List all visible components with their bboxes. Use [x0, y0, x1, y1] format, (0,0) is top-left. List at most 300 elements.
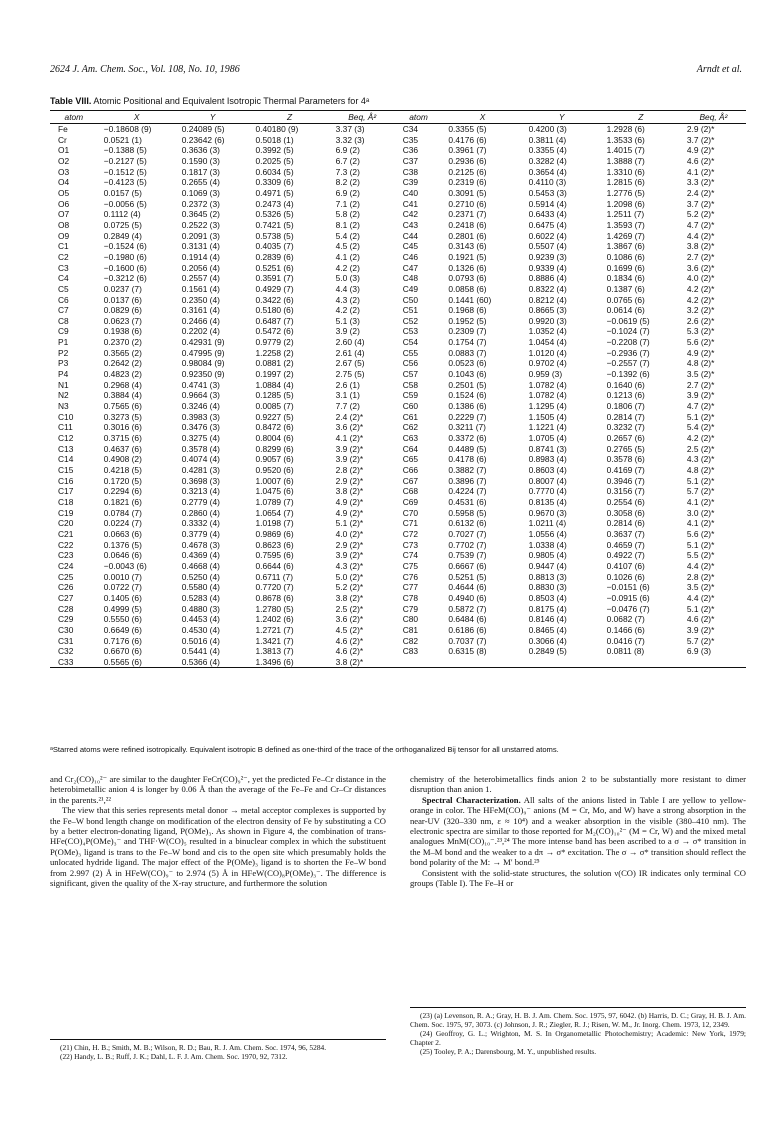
cell-beq: 5.2 (2)* [335, 582, 364, 593]
cell-beq: 2.8 (2)* [686, 571, 715, 582]
table-row [50, 412, 746, 423]
cell-z: 1.2928 (6) [606, 124, 645, 134]
cell-x: 0.2849 (4) [103, 230, 142, 241]
cell-x: 0.1326 (6) [448, 262, 487, 273]
cell-y: 0.2372 (3) [181, 198, 220, 209]
cell-z: 0.8623 (6) [255, 539, 294, 550]
cell-z: 0.0085 (7) [255, 401, 294, 412]
table-footnote: ᵃStarred atoms were refined isotropically. Equivalent isotropic B defined as one-third of the trace of the orthoganalized Bij tensor for all unstarred atoms. [50, 745, 559, 754]
cell-beq [681, 657, 746, 668]
table-row [50, 422, 746, 433]
cell-x: 0.6315 (8) [448, 646, 487, 657]
cell-z: 0.2657 (6) [606, 433, 645, 444]
cell-z: 0.3591 (7) [255, 273, 294, 284]
cell-beq: 3.8 (2)* [330, 657, 395, 668]
cell-atom: C19 [58, 507, 74, 518]
cell-atom: C43 [402, 219, 419, 230]
header-atom: atom [50, 111, 98, 124]
cell-y: 0.3246 (4) [181, 401, 220, 412]
cell-y: 0.9239 (3) [528, 251, 567, 262]
cell-z: 0.3637 (7) [606, 528, 645, 539]
cell-beq: 4.8 (2)* [686, 465, 715, 475]
cell-atom: C21 [58, 528, 74, 539]
cell-beq: 2.9 (2)* [335, 475, 364, 486]
cell-y: 0.42931 (9) [181, 337, 225, 348]
cell-atom: C17 [58, 486, 74, 497]
cell-y: 0.6022 (4) [528, 230, 567, 241]
cell-y: 0.4453 (4) [181, 614, 220, 625]
table-row [50, 145, 746, 156]
cell-z: 1.0654 (7) [255, 507, 294, 518]
cell-beq: 4.4 (2)* [686, 560, 715, 571]
cell-x: −0.4123 (5) [103, 177, 147, 188]
cell-x [442, 657, 522, 668]
cell-z: 1.3888 (7) [606, 155, 645, 166]
cell-y: 0.2202 (4) [181, 326, 220, 337]
cell-beq: 5.6 (2)* [686, 528, 715, 539]
cell-atom: C37 [402, 155, 419, 166]
cell-z: 0.0614 (6) [606, 305, 645, 316]
cell-y: 0.2350 (4) [181, 294, 220, 305]
cell-y [523, 657, 601, 668]
cell-x: −0.0043 (6) [103, 560, 147, 571]
cell-z: 0.5018 (1) [255, 134, 294, 145]
cell-x: 0.4637 (6) [103, 443, 142, 454]
cell-y: 0.5507 (4) [528, 241, 567, 252]
cell-z: 0.5251 (6) [255, 262, 294, 273]
cell-atom: C5 [58, 283, 69, 294]
cell-beq: 3.7 (2)* [686, 198, 715, 209]
cell-x: 0.0793 (6) [448, 273, 487, 284]
references-left [50, 1039, 386, 1061]
cell-y: 0.5016 (4) [181, 635, 220, 646]
cell-z: 0.3992 (5) [255, 145, 294, 156]
cell-beq: 2.9 (2)* [686, 124, 715, 134]
table-row [50, 358, 746, 369]
cell-atom: C82 [402, 635, 419, 646]
cell-y: 0.9664 (3) [181, 390, 220, 401]
table-row [50, 273, 746, 284]
cell-x: 0.1405 (6) [103, 592, 142, 603]
cell-z: 1.0475 (6) [255, 486, 294, 497]
cell-atom: C4 [58, 273, 69, 284]
cell-z: 0.8678 (6) [255, 592, 294, 603]
cell-x: 0.6667 (6) [448, 560, 487, 571]
cell-z: 0.2814 (7) [606, 411, 645, 422]
cell-y: 0.3476 (3) [181, 422, 220, 433]
cell-x: 0.3961 (7) [448, 145, 487, 156]
cell-beq: 5.2 (2)* [686, 209, 715, 220]
cell-atom: C54 [402, 337, 419, 348]
table-row [50, 433, 746, 444]
cell-beq: 4.1 (2)* [686, 518, 715, 529]
cell-x: 0.2229 (7) [448, 411, 487, 422]
cell-atom: O6 [58, 198, 70, 209]
paragraph: and Cr₂(CO)₁₀²⁻ are similar to the daughter FeCr(CO)₉²⁻, yet the predicted Fe–Cr distance in the heterobimetallic anion 4 is longer by 0.06 Å than the average of the Fe–Fe and Cr–Cr distances in the parents.²¹,²² [50, 774, 386, 805]
cell-atom: P4 [58, 369, 69, 380]
cell-beq: 3.9 (2)* [335, 454, 364, 465]
table-row [50, 177, 746, 188]
cell-x: 0.1386 (6) [448, 401, 487, 412]
cell-z: 1.2776 (5) [606, 187, 645, 198]
table-row [50, 518, 746, 529]
cell-atom: O1 [58, 145, 70, 156]
cell-x: 0.6132 (6) [448, 518, 487, 529]
cell-y: 0.8603 (4) [528, 465, 567, 475]
cell-z: 0.7720 (7) [255, 582, 294, 593]
section-heading: Spectral Characterization. [422, 794, 521, 805]
table-row [50, 657, 746, 668]
cell-atom: C7 [58, 305, 69, 316]
cell-beq: 7.1 (2) [335, 198, 360, 209]
cell-y: 0.5914 (4) [528, 198, 567, 209]
cell-beq: 4.0 (2)* [686, 273, 715, 284]
cell-beq: 5.5 (2)* [686, 550, 715, 561]
cell-y: 0.959 (3) [528, 369, 563, 380]
cell-x: 0.7565 (6) [103, 401, 142, 412]
cell-z: 0.2839 (6) [255, 251, 294, 262]
cell-y: 0.8212 (4) [528, 294, 567, 305]
cell-atom: N2 [58, 390, 69, 401]
cell-y: 1.0705 (4) [528, 433, 567, 444]
table-title-text: Atomic Positional and Equivalent Isotropic Thermal Parameters for 4ᵃ [93, 96, 370, 106]
cell-z: 0.5180 (6) [255, 305, 294, 316]
cell-beq: 2.75 (5) [335, 369, 365, 380]
cell-atom: C51 [402, 305, 419, 316]
cell-z: 0.3578 (6) [606, 454, 645, 465]
cell-atom: C71 [402, 518, 419, 529]
cell-atom: O5 [58, 187, 70, 198]
cell-z: 1.3593 (7) [606, 219, 645, 230]
cell-y: 0.3213 (4) [181, 486, 220, 497]
table-row [50, 593, 746, 604]
cell-x: 0.4531 (6) [448, 496, 487, 507]
cell-y: 0.2091 (3) [181, 230, 220, 241]
cell-atom: C67 [402, 475, 419, 486]
table-row [50, 295, 746, 306]
table-row [50, 561, 746, 572]
cell-z: 1.3310 (6) [606, 166, 645, 177]
cell-z: 1.3421 (7) [255, 635, 294, 646]
cell-x: 0.2309 (7) [448, 326, 487, 337]
cell-x: 0.1938 (6) [103, 326, 142, 337]
cell-atom: O4 [58, 177, 70, 188]
cell-atom: C1 [58, 241, 69, 252]
table-row [50, 572, 746, 583]
cell-z: −0.0151 (6) [606, 582, 650, 593]
cell-beq: 3.9 (2)* [686, 624, 715, 635]
cell-x: 0.3143 (6) [448, 241, 487, 252]
cell-z: 1.3867 (6) [606, 241, 645, 252]
cell-z: 1.2258 (2) [255, 347, 294, 358]
cell-beq: 2.6 (1) [335, 379, 360, 390]
cell-z: 0.1640 (6) [606, 379, 645, 390]
cell-z: −0.2208 (7) [606, 337, 650, 348]
cell-atom: C31 [58, 635, 74, 646]
cell-atom: O9 [58, 230, 70, 241]
table-row [50, 444, 746, 455]
cell-y: 0.4668 (4) [181, 560, 220, 571]
cell-z: 0.0881 (2) [255, 358, 294, 369]
cell-z: 0.4922 (7) [606, 550, 645, 561]
cell-beq: 5.1 (2)* [686, 603, 715, 614]
cell-x: 0.3882 (7) [448, 465, 487, 475]
cell-x: 0.2501 (5) [448, 379, 487, 390]
cell-atom: C56 [402, 358, 419, 369]
cell-y: 0.3066 (4) [528, 635, 567, 646]
cell-z: 0.4035 (7) [255, 241, 294, 252]
cell-z: 0.5326 (5) [255, 209, 294, 220]
cell-atom: C11 [58, 422, 73, 433]
cell-beq: 3.8 (2)* [335, 592, 364, 603]
cell-beq: 8.1 (2) [335, 219, 360, 230]
table-row [50, 326, 746, 337]
table-row [50, 604, 746, 615]
table-row [50, 305, 746, 316]
cell-atom: C83 [402, 646, 419, 657]
cell-x: 0.2294 (6) [103, 486, 142, 497]
cell-beq: 3.3 (2)* [686, 177, 715, 188]
cell-beq: 8.2 (2) [335, 177, 360, 188]
cell-x: 0.7027 (7) [448, 528, 487, 539]
cell-y: 0.4369 (4) [181, 550, 220, 561]
cell-y: 0.2849 (5) [528, 646, 567, 657]
reference-item: (21) Chin, H. B.; Smith, M. B.; Wilson, R. D.; Bau, R. J. Am. Chem. Soc. 1974, 96, 5284. [60, 1043, 327, 1052]
table-row [50, 497, 746, 508]
cell-y: 0.8983 (4) [528, 454, 567, 465]
cell-y: 0.3131 (4) [181, 241, 220, 252]
cell-beq: 5.1 (2)* [335, 518, 364, 529]
cell-x: 0.3091 (5) [448, 187, 487, 198]
cell-x: 0.1754 (7) [448, 337, 487, 348]
table-row [50, 337, 746, 348]
cell-y: 0.3161 (4) [181, 305, 220, 316]
table-row [50, 380, 746, 391]
cell-z: 0.6034 (5) [255, 166, 294, 177]
cell-y: 0.3332 (4) [181, 518, 220, 529]
cell-beq: 5.8 (2) [335, 209, 360, 220]
cell-atom: C40 [402, 187, 419, 198]
cell-x: 0.6484 (6) [448, 614, 487, 625]
cell-atom: C44 [402, 230, 419, 241]
cell-x: 0.2710 (6) [448, 198, 487, 209]
cell-y: 0.4110 (3) [528, 177, 567, 188]
cell-atom: C73 [402, 539, 419, 550]
cell-beq: 5.1 (2)* [686, 411, 715, 422]
cell-y: 0.4530 (4) [181, 624, 220, 635]
table-row [50, 263, 746, 274]
cell-atom: C41 [402, 198, 419, 209]
paragraph: Consistent with the solid-state structures, the solution ν(CO) IR indicates only terminal CO groups (Table I). The Fe–H or [410, 867, 746, 889]
cell-atom: C66 [402, 465, 419, 475]
cell-x: 0.2370 (2) [103, 337, 142, 348]
cell-y: 0.2655 (4) [181, 177, 220, 188]
cell-z: 1.0198 (7) [255, 518, 294, 529]
cell-beq: 3.37 (3) [335, 124, 365, 134]
cell-atom: C60 [402, 401, 419, 412]
table-row [50, 348, 746, 359]
cell-y: 0.7770 (4) [528, 486, 567, 497]
cell-z: 0.40180 (9) [255, 124, 299, 134]
cell-beq: 7.7 (2) [335, 401, 360, 412]
cell-x: 0.2968 (4) [103, 379, 142, 390]
cell-x: 0.6186 (6) [448, 624, 487, 635]
cell-y: 1.1295 (4) [528, 401, 567, 412]
cell-y: 0.1914 (4) [181, 251, 220, 262]
cell-beq: 6.9 (2) [335, 145, 360, 156]
cell-y: 0.4281 (3) [181, 465, 220, 475]
header-beq: Beq, Å² [330, 111, 395, 124]
cell-z: 0.9057 (6) [255, 454, 294, 465]
cell-x: 0.3565 (2) [103, 347, 142, 358]
cell-z: −0.0915 (6) [606, 592, 650, 603]
cell-beq: 4.1 (2)* [686, 496, 715, 507]
cell-atom: C59 [402, 390, 419, 401]
cell-y: 0.5283 (4) [181, 592, 220, 603]
cell-x: 0.2642 (2) [103, 358, 142, 369]
cell-beq: 2.5 (2)* [686, 443, 715, 454]
cell-y: 0.23642 (6) [181, 134, 225, 145]
cell-y: 1.1221 (4) [528, 422, 567, 433]
cell-y: 0.8322 (4) [528, 283, 567, 294]
cell-atom: C16 [58, 475, 74, 486]
cell-beq: 4.9 (2)* [686, 145, 715, 156]
cell-y: 1.0454 (4) [528, 337, 567, 348]
cell-z: 0.4971 (5) [255, 187, 294, 198]
cell-x: 0.1441 (60) [448, 294, 492, 305]
cell-atom: Fe [58, 124, 68, 134]
cell-atom: C49 [402, 283, 419, 294]
cell-z: −0.2557 (7) [606, 358, 650, 369]
cell-x: 0.3715 (6) [103, 433, 142, 444]
table-row [50, 252, 746, 263]
cell-atom: C35 [402, 134, 419, 145]
cell-beq: 4.7 (2)* [686, 219, 715, 230]
cell-beq: 5.1 (2)* [686, 475, 715, 486]
cell-atom: C24 [58, 560, 74, 571]
cell-beq: 3.32 (3) [335, 134, 365, 145]
cell-x: 0.0725 (5) [103, 219, 142, 230]
cell-y: 0.8665 (3) [528, 305, 567, 316]
cell-z: 0.3309 (6) [255, 177, 294, 188]
cell-atom: C53 [402, 326, 419, 337]
cell-beq: 3.2 (2)* [686, 305, 715, 316]
cell-y: 0.3645 (2) [181, 209, 220, 220]
cell-beq: 4.6 (2)* [686, 614, 715, 625]
cell-x: 0.0237 (7) [103, 283, 142, 294]
cell-atom: C22 [58, 539, 74, 550]
cell-beq: 2.4 (2)* [686, 187, 715, 198]
cell-y: 0.8813 (3) [528, 571, 567, 582]
atomic-parameters-table [50, 110, 746, 668]
cell-y: 1.0338 (4) [528, 539, 567, 550]
cell-beq: 3.8 (2)* [335, 486, 364, 497]
cell-atom: C65 [402, 454, 419, 465]
cell-atom: C47 [402, 262, 419, 273]
cell-atom: C62 [402, 422, 419, 433]
cell-x: 0.1524 (6) [448, 390, 487, 401]
cell-x: 0.5251 (5) [448, 571, 487, 582]
cell-atom: C12 [58, 433, 74, 444]
cell-x: 0.0858 (6) [448, 283, 487, 294]
cell-beq: 4.9 (2)* [686, 347, 715, 358]
paragraph-text: All salts of the anions listed in Table I are yellow to yellow-orange in color. The HFeM(CO)₉⁻ anions (M = Cr, Mo, and W) have a strong absorption in the near-UV (320–330 nm, ε ≈ 10⁴) and a weaker absorption in the visible (380–410 nm). The electronic spectra are similar to those reported for M₂(CO)₁₀²⁻ (M = Cr, W) and the mixed metal analogues MnM(CO)₁₀⁻.²³,²⁴ The more intense band has been ascribed to a σ → σ* transition in the M–M bond and the weaker to a dπ → σ* excitation. The σ → σ* transition should reflect the bond polarity of the M: → M′ bond.²⁵ [410, 794, 746, 868]
table-row [50, 486, 746, 497]
cell-beq: 3.0 (2)* [686, 507, 715, 518]
cell-x: 0.1043 (6) [448, 369, 487, 380]
cell-x: 0.2319 (6) [448, 177, 487, 188]
cell-y: 0.2860 (4) [181, 507, 220, 518]
cell-y: 0.8886 (4) [528, 273, 567, 284]
table-row [50, 156, 746, 167]
cell-atom: C2 [58, 251, 69, 262]
cell-beq: 2.67 (5) [335, 358, 365, 369]
cell-beq: 3.9 (2)* [335, 443, 364, 454]
cell-x: −0.1512 (5) [103, 166, 147, 177]
cell-x: −0.1388 (5) [103, 145, 147, 156]
cell-atom: C23 [58, 550, 74, 561]
table-row [50, 167, 746, 178]
table-row [50, 369, 746, 380]
cell-beq: 4.1 (2)* [335, 433, 364, 444]
cell-y: 0.47995 (9) [181, 347, 225, 358]
cell-z: 0.6711 (7) [255, 571, 294, 582]
cell-atom: C36 [402, 145, 419, 156]
cell-z: 0.6487 (7) [255, 315, 294, 326]
cell-beq: 4.3 (2)* [686, 454, 715, 465]
cell-atom: C74 [402, 550, 419, 561]
cell-atom: C25 [58, 571, 74, 582]
cell-y: 0.4880 (3) [181, 603, 220, 614]
cell-x: −0.1524 (6) [103, 241, 147, 252]
cell-beq: 6.9 (2) [335, 187, 360, 198]
cell-z: 0.0765 (6) [606, 294, 645, 305]
cell-y: 1.0120 (4) [528, 347, 567, 358]
header-atom: atom [395, 111, 443, 124]
cell-atom: C55 [402, 347, 419, 358]
cell-z: 0.1997 (2) [255, 369, 294, 380]
table-row [50, 582, 746, 593]
cell-x: 0.2936 (6) [448, 155, 487, 166]
cell-beq: 6.9 (3) [686, 646, 712, 657]
cell-x: −0.1980 (6) [103, 251, 147, 262]
cell-y: 0.3779 (4) [181, 528, 220, 539]
cell-beq: 2.6 (2)* [686, 315, 715, 326]
cell-z: 0.8472 (6) [255, 422, 294, 433]
cell-z: 0.1806 (7) [606, 401, 645, 412]
cell-atom: C39 [402, 177, 419, 188]
cell-beq: 2.9 (2)* [335, 539, 364, 550]
header-z: Z [601, 111, 681, 124]
table-row [50, 220, 746, 231]
cell-y: 0.6433 (4) [528, 209, 567, 220]
cell-beq: 3.5 (2)* [686, 369, 715, 380]
cell-atom: C69 [402, 496, 419, 507]
cell-x: 0.0523 (6) [448, 358, 487, 369]
cell-z: −0.2936 (7) [606, 347, 650, 358]
cell-atom: C46 [402, 251, 419, 262]
cell-atom: C18 [58, 496, 74, 507]
cell-z: 1.3533 (6) [606, 134, 645, 145]
cell-x: 0.4940 (6) [448, 592, 487, 603]
cell-atom: C34 [402, 124, 419, 134]
cell-x: 0.0623 (7) [103, 315, 142, 326]
cell-y: 0.4200 (3) [528, 124, 567, 134]
cell-x: −0.18608 (9) [103, 124, 152, 134]
table-label: Table VIII. [50, 96, 92, 106]
cell-z: −0.0476 (7) [606, 603, 650, 614]
reference-item: (22) Handy, L. B.; Ruff, J. K.; Dahl, L. F. J. Am. Chem. Soc. 1970, 92, 7312. [60, 1052, 288, 1061]
